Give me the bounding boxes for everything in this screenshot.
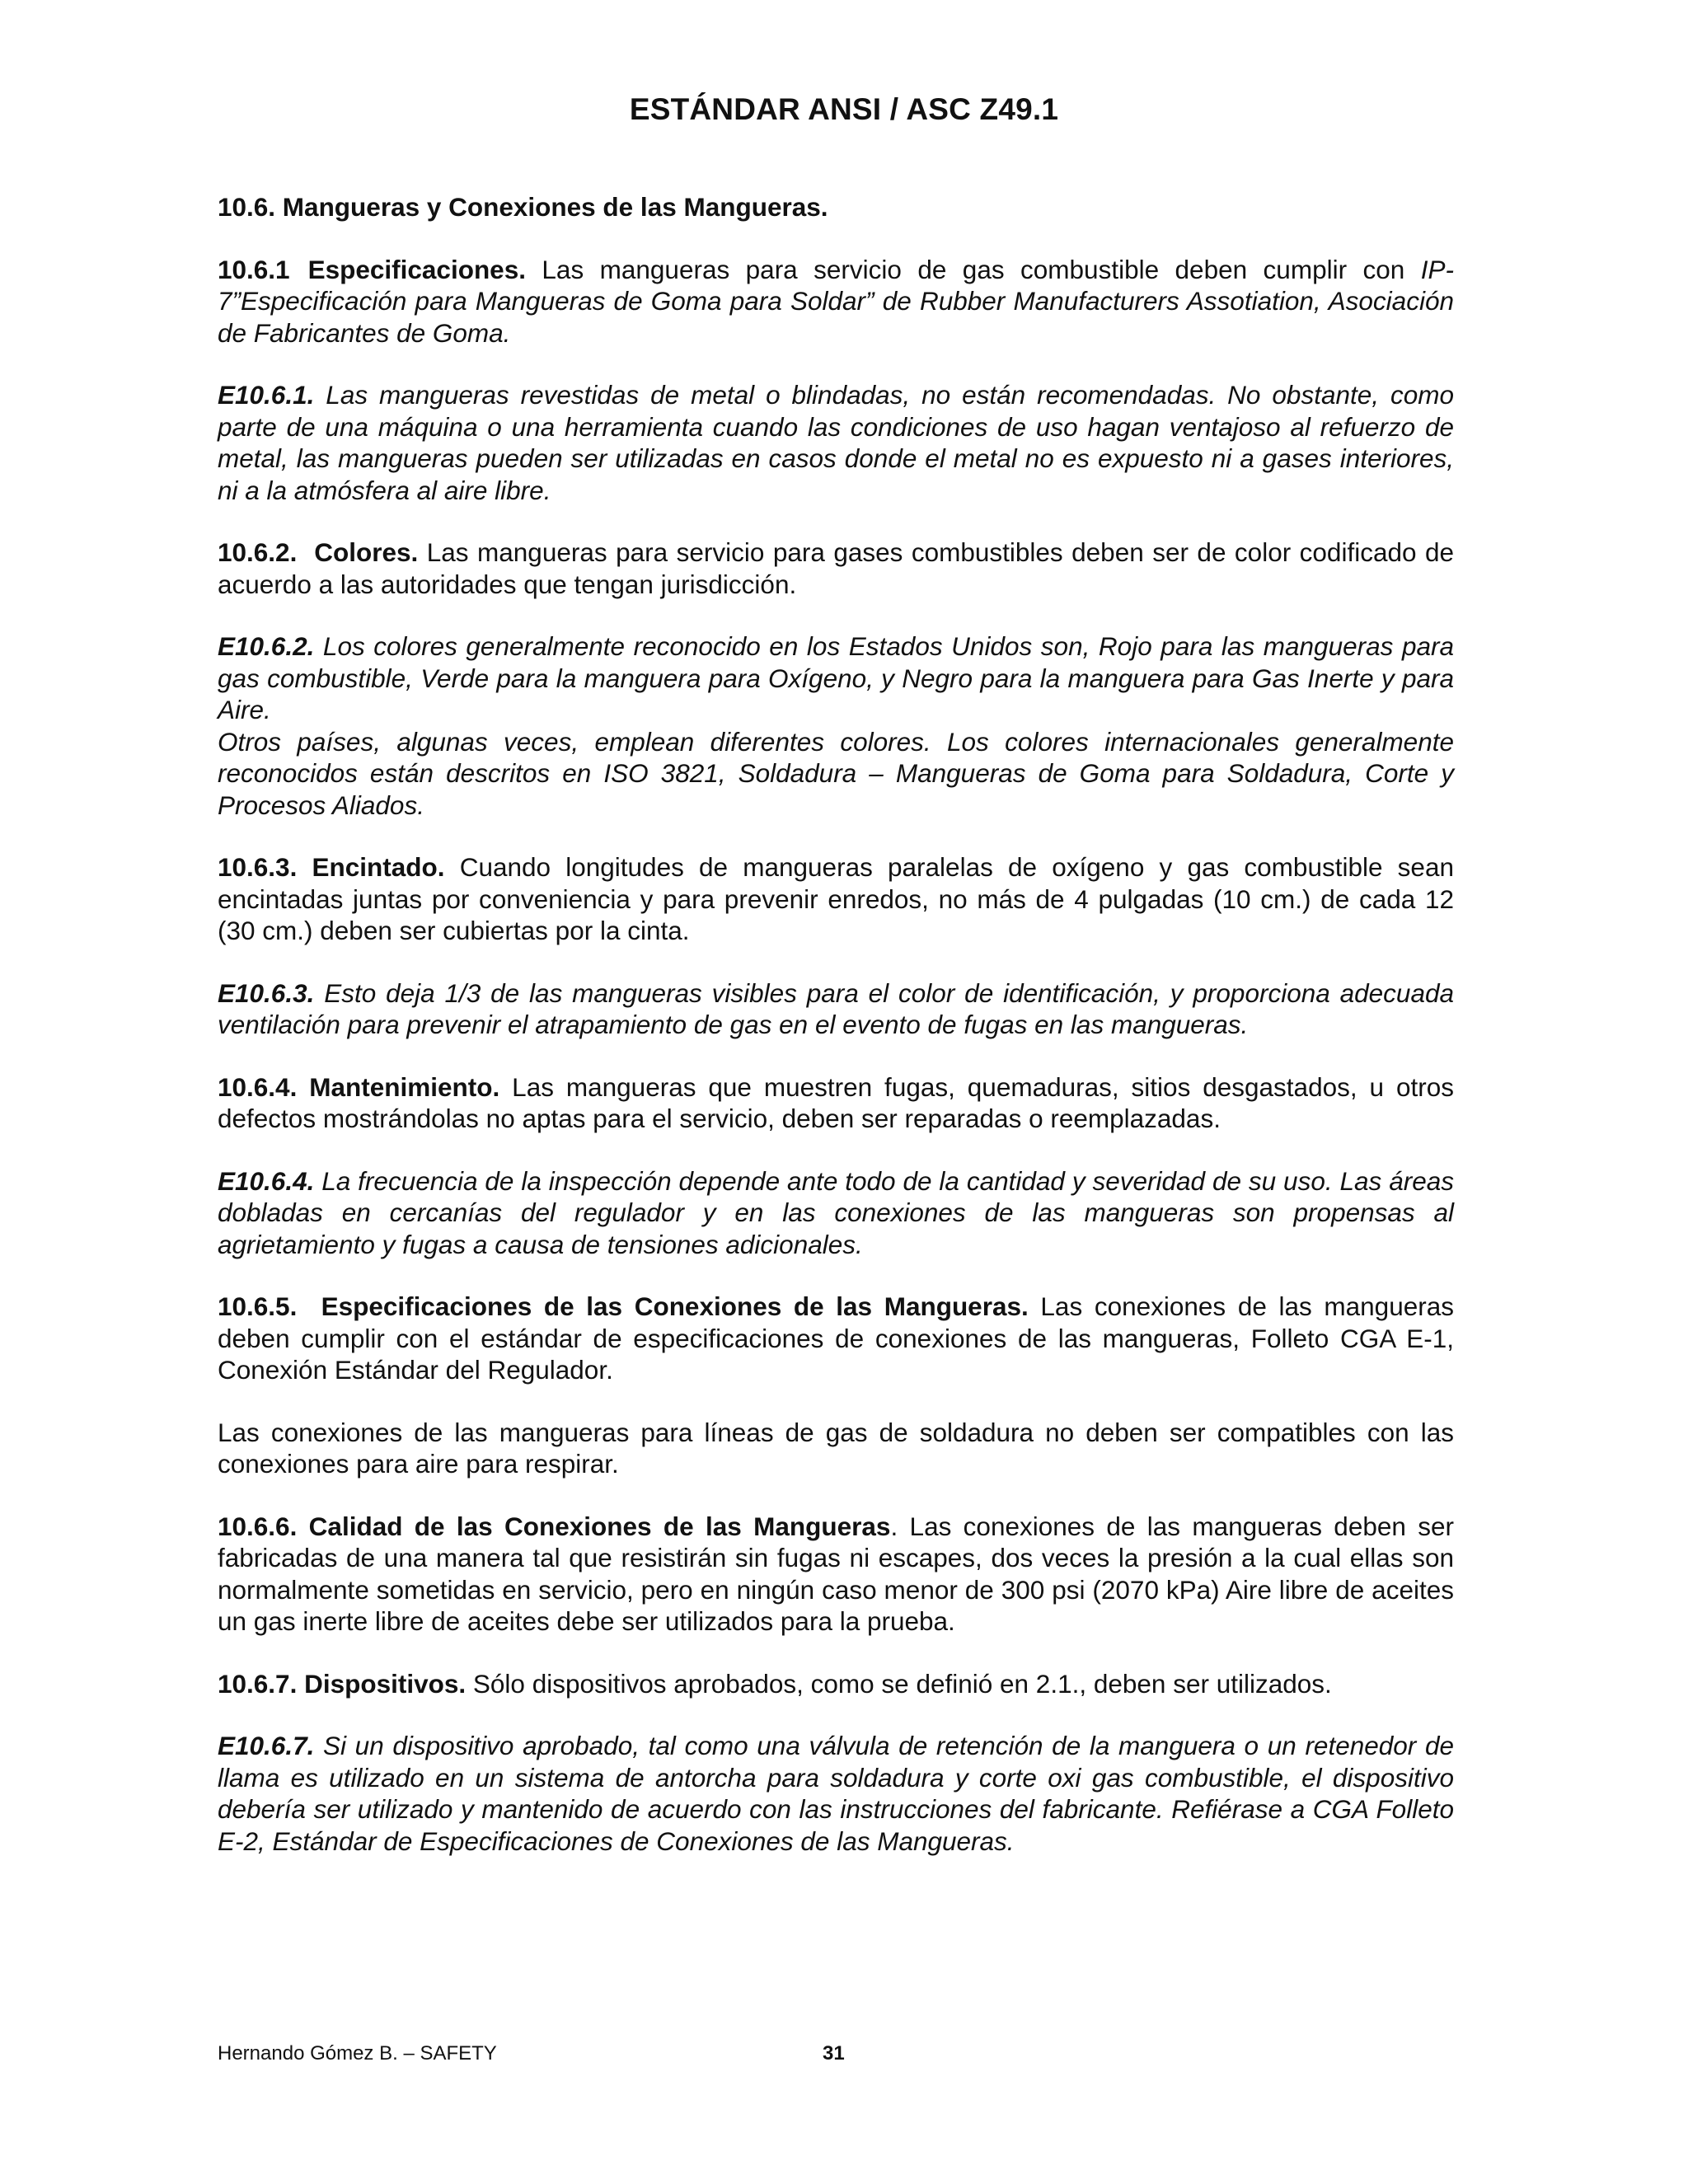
explanation-text: La frecuencia de la inspección depende ante todo de la cantidad y severidad de su uso. Las áreas dobladas en cercanías del regulador y en las conexiones de las mangueras son propensas al agrietamiento y fugas a causa de tensiones adicionales. [218,1165,1454,1259]
section-number: 10.6.6. [218,1511,298,1541]
section-number: 10.6.5. [218,1291,298,1321]
explanation-number: E10.6.7. [218,1731,315,1760]
section-number: 10.6.2. [218,537,298,567]
section-10-6-5 [218,1291,1454,1386]
section-number: 10.6.4. [218,1071,298,1102]
page-number: 31 [823,2042,845,2064]
section-number: 10.6.1 [218,254,290,284]
section-heading-10-6: 10.6. Mangueras y Conexiones de las Mangueras. [218,192,828,222]
explanation-text: Esto deja 1/3 de las mangueras visibles para el color de identificación, y proporciona adecuada ventilación para prevenir el atrapamiento de gas en el evento de fugas en las mangueras. [218,977,1454,1039]
explanation-e10-6-2-continued: Otros países, algunas veces, emplean diferentes colores. Los colores internacionales generalmente reconocidos están descritos en ISO 3821, Soldadura – Mangueras de Goma para Soldadura, Corte y Procesos Aliados. [218,726,1454,820]
explanation-text: Los colores generalmente reconocido en los Estados Unidos son, Rojo para las mangueras para gas combustible, Verde para la manguera para Oxígeno, y Negro para la manguera para Gas Inerte y para Aire. [218,631,1454,724]
section-title: Especificaciones de las Conexiones de las Mangueras. [297,1291,1029,1321]
section-10-6-1 [218,254,1454,349]
footer-author: Hernando Gómez B. – SAFETY [218,2042,497,2064]
section-text: . Las conexiones de las mangueras deben ser fabricadas de una manera tal que resistirán sin fugas ni escapes, dos veces la presión a la cual ellas son normalmente sometidas en servicio, pero en ningún caso menor de 300 psi (2070 kPa) Aire libre de aceites un gas inerte libre de aceites debe ser utilizados para la prueba. [218,1511,1454,1636]
section-text: Cuando longitudes de mangueras paralelas de oxígeno y gas combustible sean encintadas juntas por conveniencia y para prevenir enredos, no más de 4 pulgadas (10 cm.) de cada 12 (30 cm.) deben ser cubiertas por la cinta. [218,852,1454,945]
section-10-6-5-continued: Las conexiones de las mangueras para líneas de gas de soldadura no deben ser compatibles con las conexiones para aire para respirar. [218,1417,1454,1479]
section-text: Las mangueras que muestren fugas, quemaduras, sitios desgastados, u otros defectos mostrándolas no aptas para el servicio, deben ser reparadas o reemplazadas. [218,1071,1454,1133]
section-title: Colores. [297,537,419,567]
section-text: Las mangueras para servicio de gas combustible deben cumplir con [525,254,1421,284]
explanation-number: E10.6.4. [218,1165,315,1196]
explanation-number: E10.6.2. [218,631,315,661]
explanation-e10-6-3 [218,977,1454,1041]
section-10-6-3 [218,851,1454,947]
section-number: 10.6.3. [218,852,298,882]
section-title: Calidad de las Conexiones de las Mangueras [297,1511,891,1541]
section-italic-text: IP-7”Especificación para Mangueras de Goma para Soldar” de Rubber Manufacturers Assotiation, Asociación de Fabricantes de Goma. [218,254,1454,348]
document-body [218,191,1454,1887]
explanation-e10-6-4 [218,1165,1454,1261]
section-title: Encintado. [297,852,445,882]
section-10-6-4 [218,1071,1454,1135]
explanation-text: Las mangueras revestidas de metal o blindadas, no están recomendadas. No obstante, como parte de una máquina o una herramienta cuando las condiciones de uso hagan ventajoso al refuerzo de metal, las mangueras pueden ser utilizadas en casos donde el metal no es expuesto ni a gases interiores, ni a la atmósfera al aire libre. [218,380,1454,505]
section-text: Las conexiones de las mangueras deben cumplir con el estándar de especificaciones de conexiones de las mangueras, Folleto CGA E-1, Conexión Estándar del Regulador. [218,1291,1454,1385]
explanation-number: E10.6.1. [218,380,315,410]
explanation-e10-6-1 [218,379,1454,506]
section-title: Dispositivos. [297,1668,467,1699]
section-text: Sólo dispositivos aprobados, como se definió en 2.1., deben ser utilizados. [466,1668,1332,1699]
section-text: Las mangueras para servicio para gases combustibles deben ser de color codificado de acuerdo a las autoridades que tengan jurisdicción. [218,537,1455,599]
section-10-6-7 [218,1668,1454,1700]
page-title: ESTÁNDAR ANSI / ASC Z49.1 [629,92,1059,126]
section-title: Mantenimiento. [297,1071,500,1102]
explanation-e10-6-2 [218,630,1454,726]
section-number: 10.6.7. [218,1668,298,1699]
explanation-text: Si un dispositivo aprobado, tal como una válvula de retención de la manguera o un retenedor de llama es utilizado en un sistema de antorcha para soldadura y corte oxi gas combustible, el dispositivo debería ser utilizado y mantenido de acuerdo con las instrucciones del fabricante. Refiérase a CGA Folleto E-2, Estándar de Especificaciones de Conexiones de las Mangueras. [218,1731,1454,1856]
section-title: Especificaciones. [307,254,526,284]
explanation-number: E10.6.3. [218,977,315,1008]
section-10-6-2 [218,537,1454,600]
explanation-e10-6-7 [218,1730,1454,1857]
section-10-6-6 [218,1511,1454,1638]
